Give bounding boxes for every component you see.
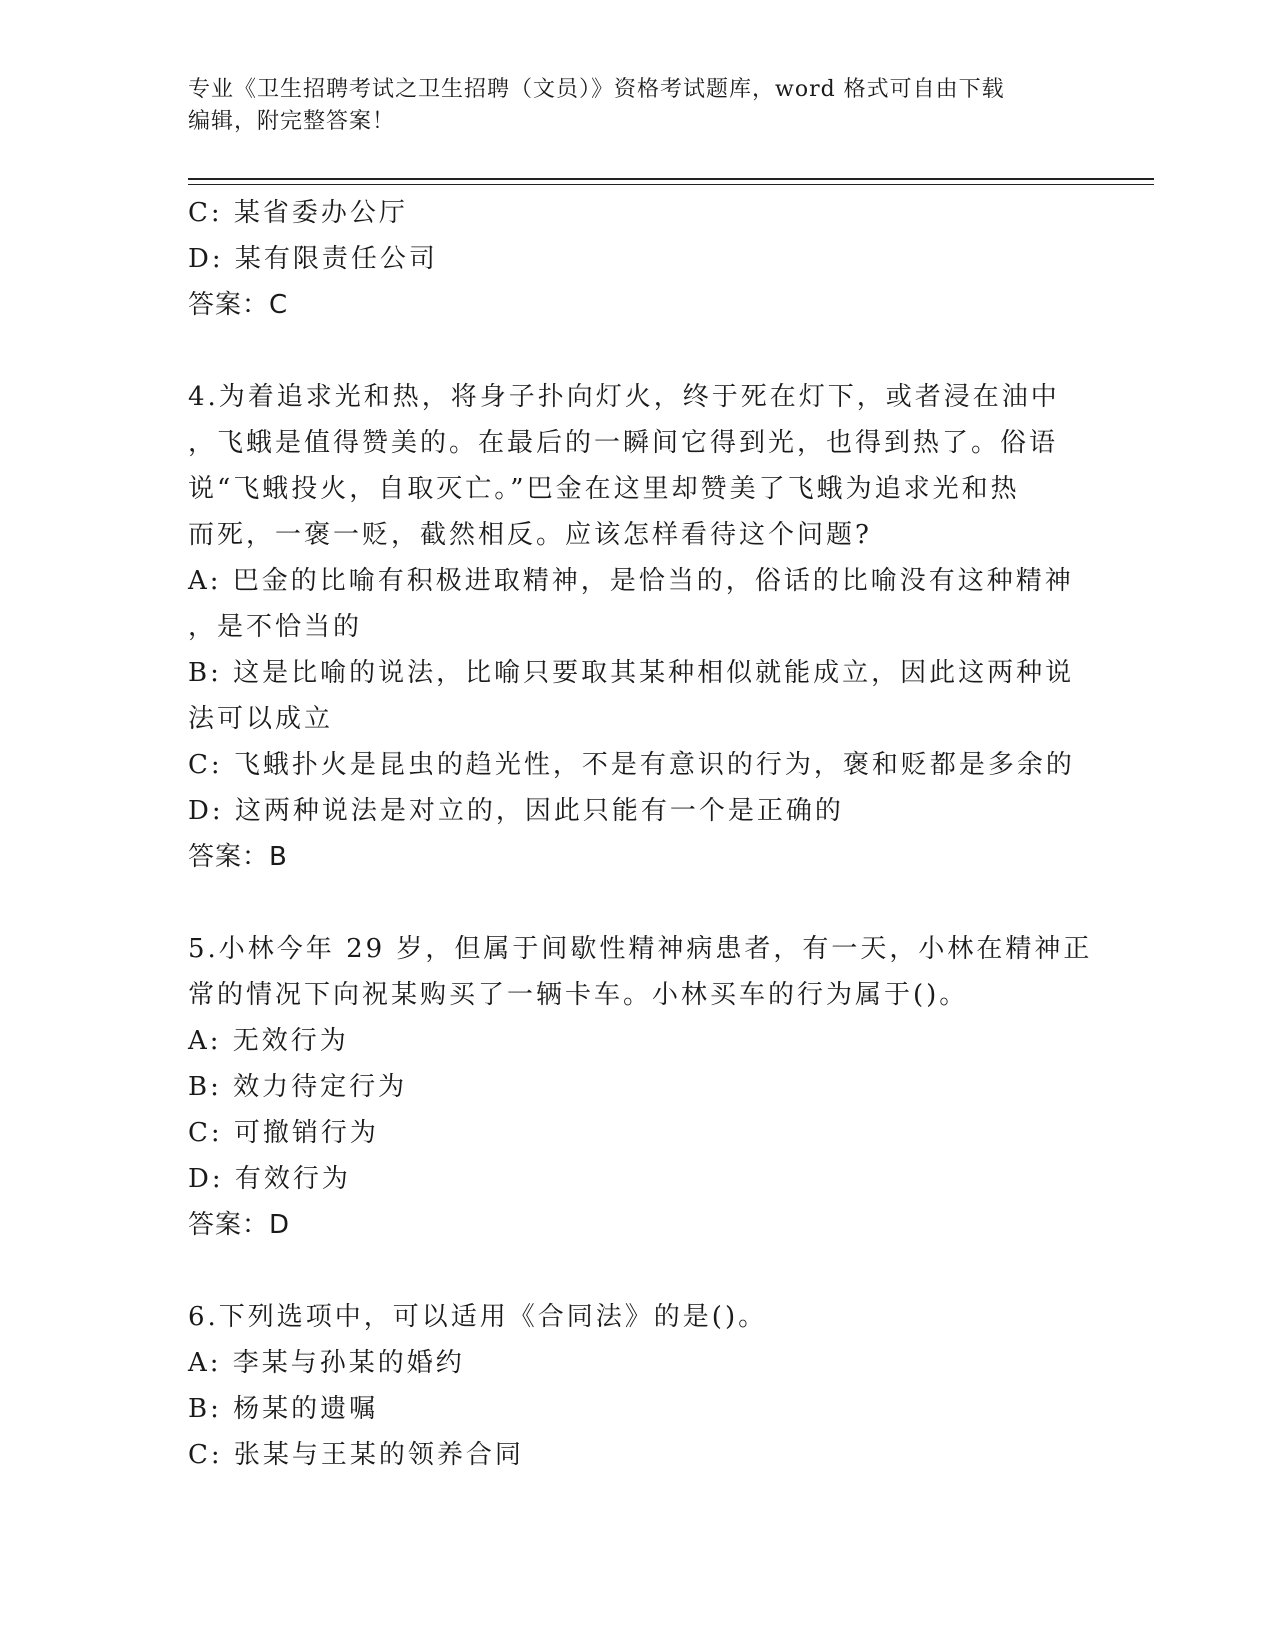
header-line-2: 编辑，附完整答案！ <box>188 109 396 134</box>
q4-option-b-line-2: 法可以成立 <box>188 704 334 734</box>
q6-option-c: C: 张某与王某的领养合同 <box>188 1440 524 1470</box>
q6-stem: 6.下列选项中，可以适用《合同法》的是()。 <box>188 1302 768 1332</box>
q5-option-a: A: 无效行为 <box>188 1026 349 1056</box>
document-header <box>188 74 1088 138</box>
header-rule-thick <box>188 178 1154 180</box>
document-body <box>188 190 1093 1478</box>
spacer <box>188 328 1088 374</box>
q3-answer: 答案：C <box>188 290 289 320</box>
q4-stem-line-3: 说“飞蛾投火，自取灭亡。”巴金在这里却赞美了飞蛾为追求光和热 <box>188 474 1020 504</box>
q3-option-c: C: 某省委办公厅 <box>188 198 408 228</box>
q5-option-c: C: 可撤销行为 <box>188 1118 379 1148</box>
q5-option-d: D: 有效行为 <box>188 1164 351 1194</box>
q4-option-a-line-1: A: 巴金的比喻有积极进取精神，是恰当的，俗话的比喻没有这种精神 <box>188 566 1074 596</box>
q4-stem-line-1: 4.为着追求光和热，将身子扑向灯火，终于死在灯下，或者浸在油中 <box>188 382 1060 412</box>
q5-option-b: B: 效力待定行为 <box>188 1072 408 1102</box>
header-line-1: 专业《卫生招聘考试之卫生招聘（文员）》资格考试题库，word 格式可自由下载 <box>188 77 1005 102</box>
spacer <box>188 880 1088 926</box>
q6-option-a: A: 李某与孙某的婚约 <box>188 1348 465 1378</box>
q3-option-d: D: 某有限责任公司 <box>188 244 438 274</box>
q4-option-b-line-1: B: 这是比喻的说法，比喻只要取其某种相似就能成立，因此这两种说 <box>188 658 1075 688</box>
q4-stem-line-2: ，飞蛾是值得赞美的。在最后的一瞬间它得到光，也得到热了。俗语 <box>188 428 1059 458</box>
q5-answer: 答案：D <box>188 1210 291 1240</box>
q4-option-d: D: 这两种说法是对立的，因此只能有一个是正确的 <box>188 796 844 826</box>
q5-stem-line-1: 5.小林今年 29 岁，但属于间歇性精神病患者，有一天，小林在精神正 <box>188 934 1093 964</box>
q4-answer: 答案：B <box>188 842 288 872</box>
header-rule-thin <box>188 184 1154 185</box>
q4-option-c: C: 飞蛾扑火是昆虫的趋光性，不是有意识的行为，褒和贬都是多余的 <box>188 750 1075 780</box>
spacer <box>188 1248 1088 1294</box>
q5-stem-line-2: 常的情况下向祝某购买了一辆卡车。小林买车的行为属于()。 <box>188 980 969 1010</box>
q6-option-b: B: 杨某的遗嘱 <box>188 1394 379 1424</box>
q4-option-a-line-2: ，是不恰当的 <box>188 612 363 642</box>
q4-stem-line-4: 而死，一褒一贬，截然相反。应该怎样看待这个问题? <box>188 520 872 550</box>
